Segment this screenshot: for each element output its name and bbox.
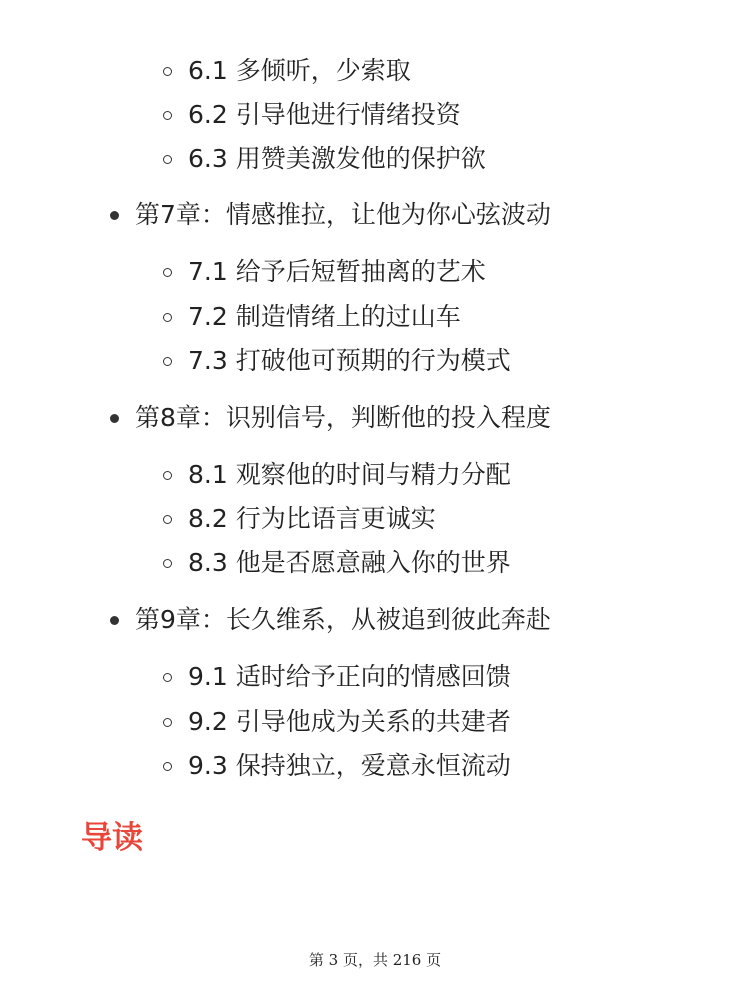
toc-item-label: 8.2 行为比语言更诚实	[188, 504, 436, 533]
toc-item-label: 9.2 引导他成为关系的共建者	[188, 707, 511, 736]
toc-item-label: 7.1 给予后短暂抽离的艺术	[188, 257, 486, 286]
toc-item-6-1	[163, 54, 411, 88]
circle-bullet-icon	[163, 155, 172, 164]
circle-bullet-icon	[163, 268, 172, 277]
circle-bullet-icon	[163, 67, 172, 76]
circle-bullet-icon	[163, 111, 172, 120]
toc-item-7-3	[163, 344, 511, 378]
disc-bullet-icon	[110, 616, 119, 625]
toc-item-label: 8.1 观察他的时间与精力分配	[188, 460, 511, 489]
circle-bullet-icon	[163, 357, 172, 366]
page-number-footer: 第 3 页，共 216 页	[308, 951, 442, 969]
toc-chapter-title: 第9章：长久维系，从被追到彼此奔赴	[135, 605, 551, 634]
toc-item-label: 9.3 保持独立，爱意永恒流动	[188, 751, 511, 780]
toc-item-7-1	[163, 255, 486, 289]
toc-item-label: 8.3 他是否愿意融入你的世界	[188, 548, 511, 577]
disc-bullet-icon	[110, 211, 119, 220]
circle-bullet-icon	[163, 559, 172, 568]
toc-item-8-2	[163, 502, 436, 536]
disc-bullet-icon	[110, 414, 119, 423]
circle-bullet-icon	[163, 673, 172, 682]
toc-item-9-3	[163, 749, 511, 783]
circle-bullet-icon	[163, 313, 172, 322]
toc-item-label: 7.3 打破他可预期的行为模式	[188, 346, 511, 375]
toc-item-label: 6.2 引导他进行情绪投资	[188, 100, 461, 129]
toc-item-label: 6.3 用赞美激发他的保护欲	[188, 144, 486, 173]
toc-item-9-2	[163, 705, 511, 739]
toc-item-8-3	[163, 546, 511, 580]
circle-bullet-icon	[163, 718, 172, 727]
toc-chapter-7	[110, 198, 551, 232]
toc-item-6-3	[163, 142, 486, 176]
toc-item-6-2	[163, 98, 461, 132]
circle-bullet-icon	[163, 471, 172, 480]
toc-item-8-1	[163, 458, 511, 492]
circle-bullet-icon	[163, 762, 172, 771]
toc-chapter-title: 第7章：情感推拉，让他为你心弦波动	[135, 200, 551, 229]
toc-chapter-title: 第8章：识别信号，判断他的投入程度	[135, 403, 551, 432]
toc-item-7-2	[163, 300, 461, 334]
toc-chapter-8	[110, 401, 551, 435]
section-heading: 导读	[81, 820, 143, 856]
toc-item-label: 7.2 制造情绪上的过山车	[188, 302, 461, 331]
toc-item-label: 9.1 适时给予正向的情感回馈	[188, 662, 511, 691]
circle-bullet-icon	[163, 515, 172, 524]
toc-item-label: 6.1 多倾听，少索取	[188, 56, 411, 85]
toc-chapter-9	[110, 603, 551, 637]
toc-item-9-1	[163, 660, 511, 694]
